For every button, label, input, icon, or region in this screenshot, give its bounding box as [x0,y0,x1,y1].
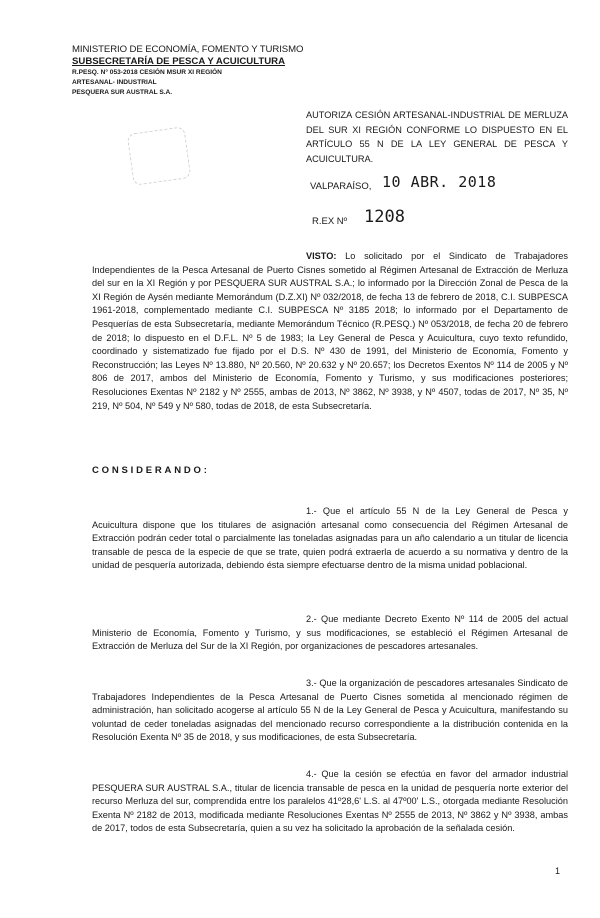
considerando-3: 3.- Que la organización de pescadores artesanales Sindicato de Trabajadores Independientes de la Pesca Artesanal de Puerto Cisnes sometida al mencionado régimen de administración, han solicitado acogerse al artículo 55 N de la Ley General de Pesca y Acuicultura, manifestando su voluntad de ceder toneladas asignadas del mencionado recurso correspondiente a la distribución contenida en la Resolución Exenta Nº 35 de 2018, y sus modificaciones, de esta Subsecretaría. [92,678,568,743]
visto-paragraph [92,250,568,413]
stamped-date: 10 ABR. 2018 [382,173,497,191]
visto-lead: VISTO: [306,251,337,261]
visto-body: Lo solicitado por el Sindicato de Trabajadores Independientes de la Pesca Artesanal de Puerto Cisnes sometido al Régimen Artesanal de Extracción de Merluza del sur en la XI Región y por PESQUERA SUR AUSTRAL S.A.; lo informado por la Dirección Zonal de Pesca de la XI Región de Aysén mediante Memorándum (D.Z.XI) Nº 032/2018, de fecha 13 de febrero de 2018, C.I. SUBPESCA 1961-2018, complementado mediante C.I. SUBPESCA Nº 3185 2018; lo informado por el Departamento de Pesquerías de esta Subsecretaría, mediante Memorándum Técnico (R.PESQ.) Nº 053/2018, de fecha 20 de febrero de 2018; lo dispuesto en el D.F.L. Nº 5 de 1983; la Ley General de Pesca y Acuicultura, cuyo texto refundido, coordinado y sistematizado fue fijado por el D.S. Nº 430 de 1991, del Ministerio de Economía, Fomento y Reconstrucción; las Leyes Nº 13.880, Nº 20.560, Nº 20.632 y Nº 20.657; los Decretos Exentos Nº 114 de 2005 y Nº 806 de 2017, ambos del Ministerio de Economía, Fomento y Turismo, y sus modificaciones posteriores; Resoluciones Exentas Nº 2182 y Nº 2555, ambas de 2013, Nº 3862, Nº 3938, y Nº 4507, todas de 2017, Nº 35, Nº 219, Nº 504, Nº 549 y Nº 580, todas de 2018, de esta Subsecretaría. [92,251,568,411]
cession-type: ARTESANAL- INDUSTRIAL [72,79,157,86]
page-number: 1 [555,866,561,876]
office-stamp [127,126,192,186]
considerando-4: 4.- Que la cesión se efectúa en favor del armador industrial PESQUERA SUR AUSTRAL S.A., titular de licencia transable de pesca en la unidad de pesquería norte exterior del recurso Merluza del sur, comprendida entre los paralelos 41º28,6' L.S. al 47º00' L.S., otorgada mediante Resolución Exenta Nº 2182 de 2013, modificada mediante Resoluciones Exentas Nº 2555 de 2013, Nº 3862 y Nº 3938, ambas de 2017, todos de esta Subsecretaría, quien a su vez ha solicitado la aprobación de la señalada cesión. [92,769,568,834]
resolution-subject: AUTORIZA CESIÓN ARTESANAL-INDUSTRIAL DE MERLUZA DEL SUR XI REGIÓN CONFORME LO DISPUESTO EN EL ARTÍCULO 55 N DE LA LEY GENERAL DE PESCA Y ACUICULTURA. [306,110,568,164]
rex-number: 1208 [364,207,405,227]
rex-label: R.EX Nº [312,216,348,227]
place-label: VALPARAÍSO, [310,181,372,192]
considerando-1: 1.- Que el artículo 55 N de la Ley General de Pesca y Acuicultura dispone que los titulares de asignación artesanal como consecuencia del Régimen Artesanal de Extracción podrán ceder total o parcialmente las toneladas asignadas para un año calendario a un titular de licencia transable de pesca de la especie de que se trate, quien podrá extraerla de acuerdo a su normativa y dentro de la unidad de pesquería autorizada, debiendo ésta siempre efectuarse dentro de la misma unidad poblacional. [92,506,568,571]
company-name: PESQUERA SUR AUSTRAL S.A. [72,89,173,96]
considerando-heading: CONSIDERANDO: [92,465,210,476]
reference-line: R.PESQ. N° 053-2018 CESIÓN MSUR XI REGIÓN [72,69,222,76]
letterhead [72,44,304,98]
considerando-2: 2.- Que mediante Decreto Exento Nº 114 de 2005 del actual Ministerio de Economía, Fomento y Turismo, y sus modificaciones, se estableció el Régimen Artesanal de Extracción de Merluza del Sur de la XI Región, por organizaciones de pescadores artesanales. [92,614,568,652]
subsecretaria-name: SUBSECRETARÍA DE PESCA Y ACUICULTURA [72,56,286,67]
ministry-name: MINISTERIO DE ECONOMÍA, FOMENTO Y TURISMO [72,44,304,55]
